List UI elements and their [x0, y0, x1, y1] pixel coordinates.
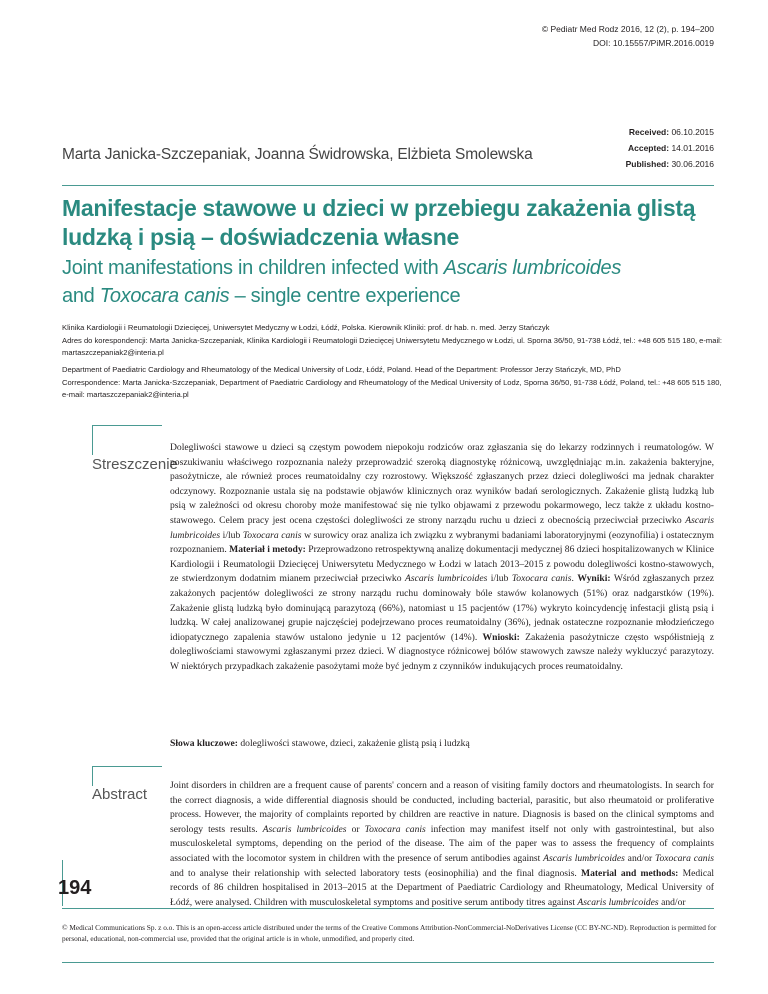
- clinic-english: Department of Paediatric Cardiology and Rheumatology of the Medical University of Lodz, Łódź, Poland. Head of the Department: Professor Jerzy Stańczyk, MD, PhD: [62, 365, 621, 374]
- received-date: Received: 06.10.2015: [628, 127, 714, 137]
- streszczenie-bar: [92, 425, 93, 455]
- contact-polish: Adres do korespondencji: Marta Janicka-Szczepaniak, Klinika Kardiologii i Reumatologii Dziecięcej Uniwersytetu Medycznego w Łodzi, ul. Sporna 36/50, 91-738 Łódź, tel.: +48 605 515 180, e-mail: martaszczepaniak2@interia.pl: [62, 335, 722, 357]
- title-polish: Manifestacje stawowe u dzieci w przebiegu zakażenia glistą ludzką i psią – doświadczenia własne: [62, 195, 696, 250]
- abstract-text: Joint disorders in children are a frequent cause of parents' concern and a reason of visiting family doctors and rheumatologists. In search for the correct diagnosis, a wide differential diagnosis should be conducted, including bacterial, parasitic, but also rheumatoid or proliferative process. However, the majority of complaints reported by children are reactive in nature. Diagnosis is based on the clinical symptoms and serology tests results. Ascaris lumbricoides or Toxocara canis infection may manifest itself not only with gastrointestinal, but also musculoskeletal symptoms, depending on the period of the disease. The aim of the paper was to assess the frequency of complaints associated with the locomotor system in children with the presence of serum antibodies against Ascaris lumbricoides and/or Toxocara canis and to analyse their relationship with selected laboratory tests (eosinophilia) and the final diagnosis. Material and methods: Medical records of 86 children hospitalised in 2013–2015 at the Department of Paediatric Cardiology and Rheumatology, Medical University of Łódź, were analysed. Children with musculoskeletal symptoms and positive serum antibody titres against Ascaris lumbricoides and/or: [170, 780, 715, 908]
- published-date: Published: 30.06.2016: [625, 159, 714, 169]
- page-number: 194: [58, 877, 92, 899]
- streszczenie-text: Dolegliwości stawowe u dzieci są częstym powodem niepokoju rodziców oraz zgłaszania się do lekarzy rodzinnych i reumatologów. W poszukiwaniu właściwego rozpoznania należy przeprowadzić szeroką diagnostykę różnicową, uwzględniając m.in. zakażenia bakteryjne, pasożytnicze, ale również proces reumatoidalny czy rozrostowy. Większość zgłaszanych przez dzieci dolegliwości ma jednak charakter odczynowy. Rozpoznanie ustala się na podstawie objawów klinicznych oraz wyników badań serologicznych. Zakażenie glistą ludzką lub psią w zależności od okresu choroby może manifestować się nie tylko objawami z przewodu pokarmowego, lecz także z układu kostno-stawowego. Celem pracy jest ocena częstości dolegliwości ze strony narządu ruchu u dzieci z obecnością przeciwciał przeciwko Ascaris lumbricoides i/lub Toxocara canis w surowicy oraz analiza ich związku z wybranymi badaniami laboratoryjnymi (eozynofilia) i ostatecznym rozpoznaniem. Materiał i metody: Przeprowadzono retrospektywną analizę dokumentacji medycznej 86 dzieci hospitalizowanych w Klinice Kardiologii i Reumatologii Dziecięcej Uniwersytetu Medycznego w Łodzi w latach 2013–2015 z powodu dolegliwości kostno-stawowych, ze stwierdzonym dodatnim mianem przeciwciał przeciwko Ascaris lumbricoides i/lub Toxocara canis. Wyniki: Wśród zgłaszanych przez zakażonych pacjentów dolegliwości ze strony narządu ruchu dominowały bóle stawów kolanowych (51%) oraz nadgarstków (19%). Zakażenie glistą ludzką było dominującą parazytozą (66%), natomiast u 15 pacjentów (17%) wykryto koincydencję infestacji glistą psią i ludzką. W całej analizowanej grupie najczęściej podejrzewano proces reumatoidalny (36%), jednak ostateczne rozpoznanie młodzieńczego idiopatycznego zapalenia stawów ustalono jedynie u 12 pacjentów (14%). Wnioski: Zakażenia pasożytnicze często współistnieją z dolegliwościami stawowymi zgłaszanymi przez dzieci. W diagnostyce różnicowej bólów stawowych zawsze należy wykluczyć parazytozy. W niektórych przypadkach zakażenie pasożytami może być jednym z czynników indukujących proces reumatoidalny.: [170, 442, 715, 672]
- journal-citation: © Pediatr Med Rodz 2016, 12 (2), p. 194–200: [541, 24, 714, 34]
- affiliation-polish: [62, 322, 722, 360]
- title-english: Joint manifestations in children infected with Ascaris lumbricoides and Toxocara canis – single centre experience: [62, 257, 622, 307]
- affiliation-english: [62, 364, 722, 402]
- doi: DOI: 10.15557/PiMR.2016.0019: [593, 38, 714, 48]
- authors: Marta Janicka-Szczepaniak, Joanna Świdrowska, Elżbieta Smolewska: [62, 146, 533, 163]
- abstract-bar: [92, 766, 93, 786]
- abstract-rule: [92, 766, 162, 767]
- bottom-divider: [62, 962, 714, 963]
- header-divider: [62, 185, 714, 186]
- footer-divider: [62, 908, 714, 909]
- accepted-date: Accepted: 14.01.2016: [627, 143, 714, 153]
- abstract-heading: Abstract: [92, 786, 148, 803]
- streszczenie-rule: [92, 425, 162, 426]
- clinic-polish: Klinika Kardiologii i Reumatologii Dziecięcej, Uniwersytet Medyczny w Łodzi, Łódź, Polska. Kierownik Kliniki: prof. dr hab. n. med. Jerzy Stańczyk: [62, 323, 550, 332]
- citation-block: [542, 22, 714, 50]
- contact-english: Correspondence: Marta Janicka-Szczepaniak, Department of Paediatric Cardiology and Rheumatology of the Medical University of Lodz, Sporna 36/50, 91-738 Łódź, Poland, tel.: +48 605 515 180, e-mail: martaszczepaniak2@interia.pl: [62, 377, 722, 399]
- streszczenie-heading: Streszczenie: [92, 456, 178, 473]
- license-notice: © Medical Communications Sp. z o.o. This is an open-access article distributed under the terms of the Creative Commons Attribution-NonCommercial-NoDerivatives License (CC BY-NC-ND). Reproduction is permitted for personal, educational, non-commercial use, provided that the original article is in whole, unmodified, and properly cited.: [62, 923, 717, 943]
- keywords: Słowa kluczowe: dolegliwości stawowe, dzieci, zakażenie glistą psią i ludzką: [170, 738, 470, 749]
- dates-block: [626, 124, 714, 172]
